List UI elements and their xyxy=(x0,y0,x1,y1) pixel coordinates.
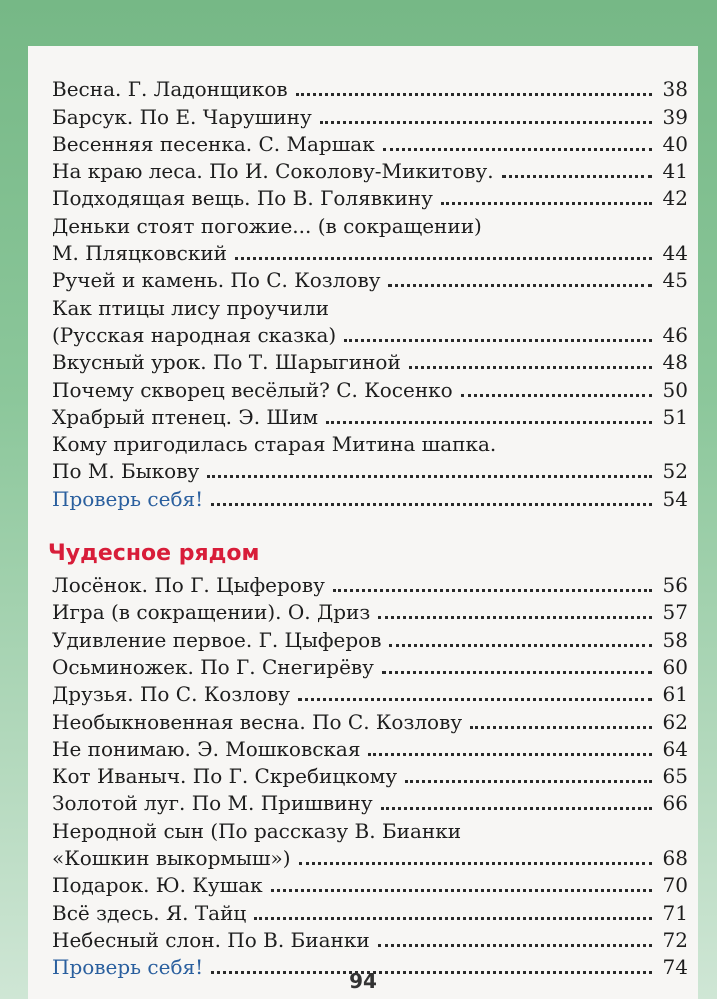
section-title: Чудесное рядом xyxy=(48,540,260,566)
toc-entry-title: По М. Быкову xyxy=(52,459,200,484)
toc-entry-title: Весенняя песенка. С. Маршак xyxy=(52,131,375,156)
toc-entry-page: 48 xyxy=(662,350,688,375)
toc-entry xyxy=(52,156,688,183)
toc-entry-title: Ручей и камень. По С. Козлову xyxy=(52,268,381,293)
toc-entry-page: 70 xyxy=(662,873,688,898)
toc-entry-page: 62 xyxy=(662,709,688,734)
leader-dots xyxy=(461,394,652,397)
leader-dots xyxy=(389,644,652,647)
toc-entry-title: М. Пляцковский xyxy=(52,241,227,266)
leader-dots xyxy=(381,807,652,810)
leader-dots xyxy=(470,726,652,729)
toc-entry-title: Деньки стоят погожие... (в сокращении) xyxy=(52,213,482,238)
leader-dots xyxy=(441,202,652,205)
leader-dots xyxy=(298,698,652,701)
toc-entry xyxy=(52,870,688,897)
toc-entry-title: Храбрый птенец. Э. Шим xyxy=(52,404,319,429)
toc-entry-page: 68 xyxy=(662,846,688,871)
toc-entry-title: Кот Иваныч. По Г. Скребицкому xyxy=(52,764,398,789)
toc-entry-title: Подходящая вещь. По В. Голявкину xyxy=(52,186,433,211)
leader-dots xyxy=(378,616,652,619)
toc-entry-page: 72 xyxy=(662,927,688,952)
leader-dots xyxy=(378,944,652,947)
toc-entry xyxy=(52,456,688,483)
leader-dots xyxy=(296,93,652,96)
leader-dots xyxy=(368,753,652,756)
toc-entry-page: 57 xyxy=(662,600,688,625)
toc-entry-page: 71 xyxy=(662,900,688,925)
toc-entry-page: 65 xyxy=(662,764,688,789)
leader-dots xyxy=(271,889,652,892)
toc-entry-page: 46 xyxy=(662,322,688,347)
toc-entry xyxy=(52,597,688,624)
toc-entry xyxy=(52,897,688,924)
leader-dots xyxy=(211,503,652,506)
toc-entry-title: Друзья. По С. Козлову xyxy=(52,682,291,707)
toc-entry-title: Игра (в сокращении). О. Дриз xyxy=(52,600,371,625)
toc-entry xyxy=(52,624,688,651)
toc-entry-page: 74 xyxy=(662,955,688,980)
toc-entry xyxy=(52,652,688,679)
toc-entry-page: 51 xyxy=(662,404,688,429)
toc-entry-title: Весна. Г. Ладонщиков xyxy=(52,77,288,102)
leader-dots xyxy=(333,589,652,592)
toc-entry xyxy=(52,374,688,401)
toc-entry-title: «Кошкин выкормыш») xyxy=(52,846,291,871)
toc-entry-page: 42 xyxy=(662,186,688,211)
toc-entry xyxy=(52,843,688,870)
toc-entry xyxy=(52,238,688,265)
leader-dots xyxy=(502,175,652,178)
toc-entry-page: 58 xyxy=(662,627,688,652)
toc-entry-title: Проверь себя! xyxy=(52,955,204,980)
toc-entry-title: Небесный слон. По В. Бианки xyxy=(52,927,370,952)
toc-entry-page: 60 xyxy=(662,654,688,679)
toc-section-1 xyxy=(52,74,688,511)
leader-dots xyxy=(207,475,652,478)
leader-dots xyxy=(344,339,652,342)
leader-dots xyxy=(254,917,652,920)
toc-entry xyxy=(52,925,688,952)
toc-entry xyxy=(52,292,688,319)
leader-dots xyxy=(326,421,652,424)
toc-entry-page: 41 xyxy=(662,159,688,184)
toc-entry-page: 44 xyxy=(662,241,688,266)
toc-entry xyxy=(52,761,688,788)
toc-section-2 xyxy=(52,570,688,979)
toc-entry-page: 50 xyxy=(662,377,688,402)
toc-entry xyxy=(52,570,688,597)
toc-entry xyxy=(52,320,688,347)
toc-entry xyxy=(52,788,688,815)
page-number: 94 xyxy=(349,969,377,993)
toc-entry xyxy=(52,101,688,128)
toc-entry xyxy=(52,679,688,706)
toc-entry xyxy=(52,706,688,733)
leader-dots xyxy=(382,671,652,674)
toc-entry-title: Осьминожек. По Г. Снегирёву xyxy=(52,654,374,679)
toc-entry xyxy=(52,265,688,292)
toc-entry-page: 39 xyxy=(662,104,688,129)
toc-entry-title: Лосёнок. По Г. Цыферову xyxy=(52,573,325,598)
toc-entry-title: Неродной сын (По рассказу В. Бианки xyxy=(52,818,462,843)
toc-entry-title: Проверь себя! xyxy=(52,486,204,511)
leader-dots xyxy=(383,148,652,151)
toc-entry-page: 40 xyxy=(662,131,688,156)
leader-dots xyxy=(409,366,652,369)
toc-entry-page: 54 xyxy=(662,486,688,511)
toc-entry xyxy=(52,129,688,156)
toc-entry xyxy=(52,734,688,761)
toc-entry-title: Как птицы лису проучили xyxy=(52,295,330,320)
leader-dots xyxy=(235,257,652,260)
toc-entry-title: Почему скворец весёлый? С. Косенко xyxy=(52,377,453,402)
toc-entry-title: Золотой луг. По М. Пришвину xyxy=(52,791,373,816)
book-page xyxy=(28,46,698,999)
toc-entry-title: Необыкновенная весна. По С. Козлову xyxy=(52,709,463,734)
toc-entry-title: Всё здесь. Я. Тайц xyxy=(52,900,247,925)
toc-entry-title: На краю леса. По И. Соколову-Микитову. xyxy=(52,159,494,184)
toc-entry-title: Удивление первое. Г. Цыферов xyxy=(52,627,382,652)
toc-entry-page: 64 xyxy=(662,736,688,761)
toc-entry-page: 45 xyxy=(662,268,688,293)
toc-entry-page: 38 xyxy=(662,77,688,102)
toc-entry xyxy=(52,815,688,842)
toc-entry-title: Кому пригодилась старая Митина шапка. xyxy=(52,432,497,457)
table-of-contents xyxy=(48,74,688,980)
toc-entry xyxy=(52,347,688,374)
toc-entry-title: Барсук. По Е. Чарушину xyxy=(52,104,312,129)
toc-entry-title: (Русская народная сказка) xyxy=(52,322,337,347)
toc-entry xyxy=(52,74,688,101)
toc-entry-page: 61 xyxy=(662,682,688,707)
leader-dots xyxy=(388,284,652,287)
toc-entry-page: 56 xyxy=(662,573,688,598)
toc-entry xyxy=(52,429,688,456)
leader-dots xyxy=(299,862,653,865)
toc-entry-title: Подарок. Ю. Кушак xyxy=(52,873,263,898)
toc-entry-title: Не понимаю. Э. Мошковская xyxy=(52,736,361,761)
toc-entry xyxy=(52,210,688,237)
toc-entry-title: Вкусный урок. По Т. Шарыгиной xyxy=(52,350,401,375)
toc-entry-page: 66 xyxy=(662,791,688,816)
leader-dots xyxy=(320,121,652,124)
toc-entry xyxy=(52,483,688,510)
leader-dots xyxy=(405,780,652,783)
toc-entry xyxy=(52,183,688,210)
toc-entry-page: 52 xyxy=(662,459,688,484)
toc-entry xyxy=(52,402,688,429)
